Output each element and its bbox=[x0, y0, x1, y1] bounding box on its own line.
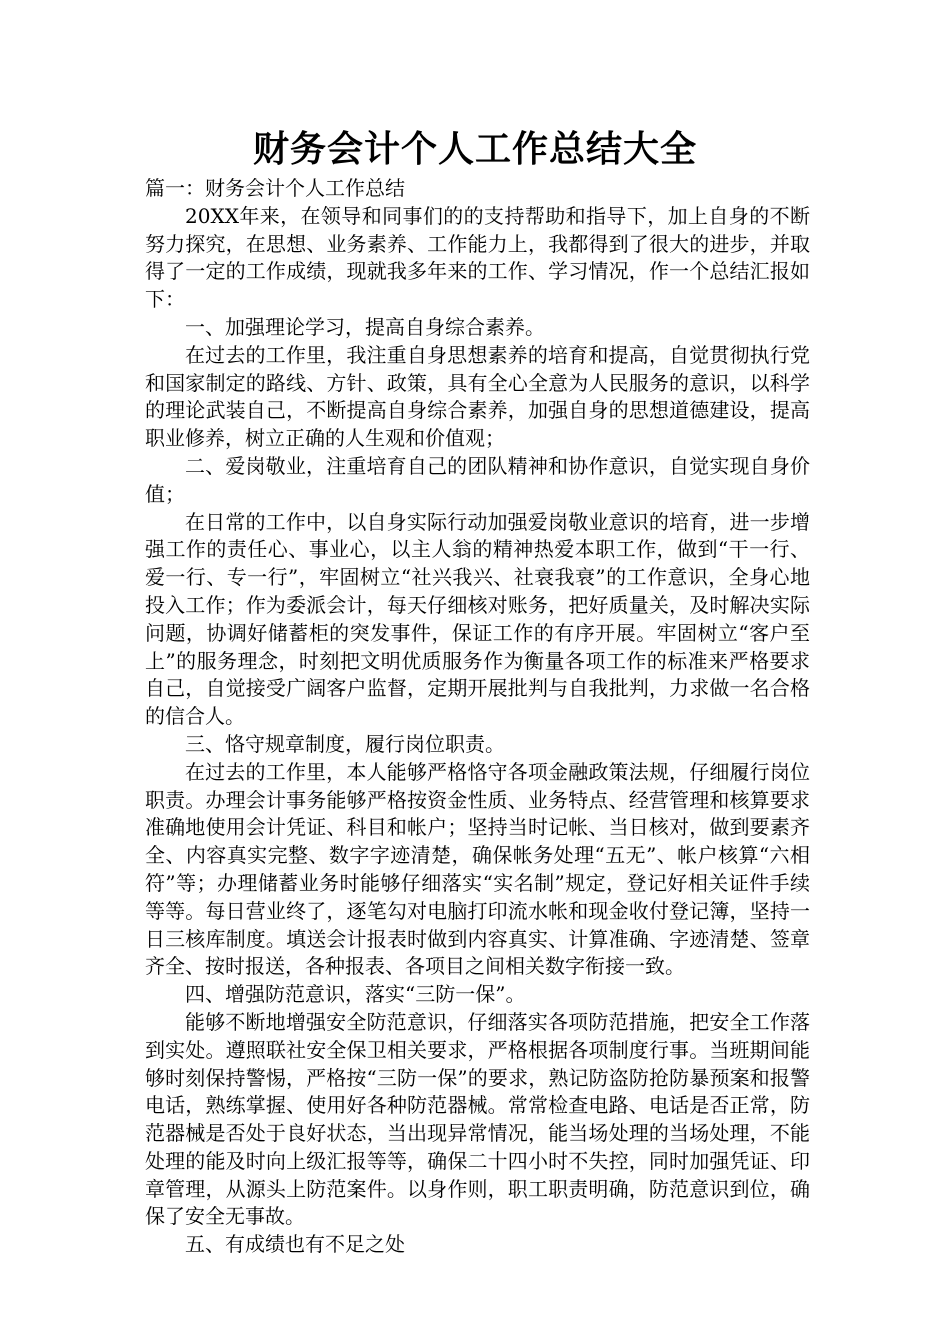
document-title: 财务会计个人工作总结大全 bbox=[252, 129, 697, 170]
body-paragraph: 篇一：财务会计个人工作总结 bbox=[145, 176, 405, 200]
body-paragraph: 三、恪守规章制度，履行岗位职责。 bbox=[185, 731, 505, 756]
body-paragraph: 二、爱岗敬业，注重培育自己的团队精神和协作意识，自觉实现自身价值； bbox=[145, 453, 810, 506]
body-paragraph: 在日常的工作中，以自身实际行动加强爱岗敬业意识的培育，进一步增强工作的责任心、事业心，以主人翁的精神热爱本职工作，做到“干一行、爱一行、专一行”，牢固树立“社兴我兴、社衰我衰”的工作意识，全身心地投入工作；作为委派会计，每天仔细核对账务，把好质量关，及时解决实际问题，协调好储蓄柜的突发事件，保证工作的有序开展。牢固树立“客户至上”的服务理念，时刻把文明优质服务作为衡量各项工作的标准来严格要求自己，自觉接受广阔客户监督，定期开展批判与自我批判，力求做一名合格的信合人。 bbox=[145, 509, 810, 729]
body-paragraph: 五、有成绩也有不足之处 bbox=[185, 1232, 405, 1257]
document-body bbox=[145, 175, 810, 1259]
body-paragraph: 一、加强理论学习，提高自身综合素养。 bbox=[185, 314, 545, 339]
body-paragraph: 在过去的工作里，我注重自身思想素养的培育和提高，自觉贯彻执行党和国家制定的路线、方针、政策，具有全心全意为人民服务的意识，以科学的理论武装自己，不断提高自身综合素养，加强自身的思想道德建设，提高职业修养，树立正确的人生观和价值观； bbox=[145, 342, 810, 451]
body-paragraph: 在过去的工作里，本人能够严格恪守各项金融政策法规，仔细履行岗位职责。办理会计事务能够严格按资金性质、业务特点、经营管理和核算要求准确地使用会计凭证、科目和帐户；坚持当时记帐、当日核对，做到要素齐全、内容真实完整、数字字迹清楚，确保帐务处理“五无”、帐户核算“六相符”等；办理储蓄业务时能够仔细落实“实名制”规定，登记好相关证件手续等等。每日营业终了，逐笔勾对电脑打印流水帐和现金收付登记簿，坚持一日三核库制度。填送会计报表时做到内容真实、计算准确、字迹清楚、签章齐全、按时报送，各种报表、各项目之间相关数字衔接一致。 bbox=[145, 759, 810, 979]
body-paragraph: 四、增强防范意识，落实“三防一保”。 bbox=[185, 982, 526, 1007]
body-paragraph: 20XX年来，在领导和同事们的的支持帮助和指导下，加上自身的不断努力探究，在思想、业务素养、工作能力上，我都得到了很大的进步，并取得了一定的工作成绩，现就我多年来的工作、学习情况，作一个总结汇报如下： bbox=[145, 203, 810, 312]
body-paragraph: 能够不断地增强安全防范意识，仔细落实各项防范措施，把安全工作落到实处。遵照联社安全保卫相关要求，严格根据各项制度行事。当班期间能够时刻保持警惕，严格按“三防一保”的要求，熟记防盗防抢防暴预案和报警电话，熟练掌握、使用好各种防范器械。常常检查电路、电话是否正常，防范器械是否处于良好状态，当出现异常情况，能当场处理的当场处理，不能处理的能及时向上级汇报等等，确保二十四小时不失控，同时加强凭证、印章管理，从源头上防范案件。以身作则，职工职责明确，防范意识到位，确保了安全无事故。 bbox=[145, 1009, 810, 1229]
